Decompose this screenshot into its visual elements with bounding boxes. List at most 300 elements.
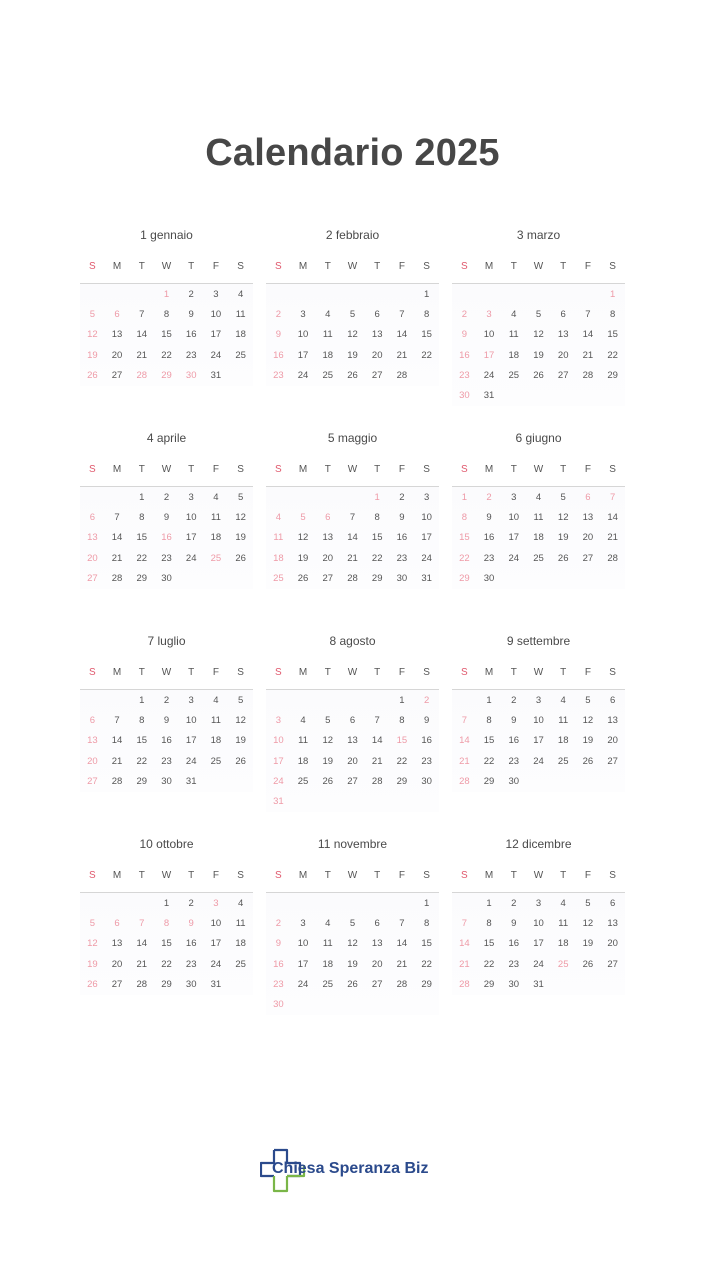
- day-cell: 19: [235, 735, 246, 747]
- day-cell: 1: [399, 695, 405, 706]
- day-cell: 19: [322, 755, 334, 767]
- weekday-header: [80, 452, 253, 487]
- day-cell: 17: [210, 938, 222, 950]
- day-cell: 20: [111, 349, 123, 361]
- weekday-header: [452, 655, 625, 690]
- day-cell: 8: [399, 715, 405, 727]
- day-cell: 26: [322, 775, 334, 787]
- day-cell: 15: [607, 329, 618, 341]
- day-cell: 11: [558, 715, 569, 727]
- day-cell: 28: [396, 369, 408, 381]
- day-cell: 13: [111, 329, 123, 341]
- day-cell: 16: [273, 349, 284, 361]
- weekday-label: S: [423, 869, 430, 881]
- day-cell: 29: [161, 369, 172, 381]
- month-name: 7 luglio: [147, 634, 186, 648]
- day-cell: 5: [560, 492, 566, 503]
- calendar-row: [80, 424, 626, 627]
- day-cell: 24: [508, 552, 520, 564]
- day-cell: 5: [585, 898, 591, 909]
- day-cell: 13: [582, 512, 594, 524]
- weekday-label: M: [298, 463, 308, 475]
- brand-name: Chiesa Speranza Biz: [272, 1160, 429, 1177]
- day-cell: 5: [237, 695, 244, 706]
- day-cell: 7: [114, 512, 120, 524]
- day-cell: 12: [297, 532, 309, 544]
- day-cell: 2: [461, 309, 467, 321]
- day-cell: 5: [237, 492, 244, 503]
- day-cell: 20: [607, 938, 618, 950]
- calendar-row: [80, 830, 626, 1033]
- day-cell: 21: [396, 349, 408, 361]
- day-cell: 17: [533, 735, 544, 747]
- day-cell: 5: [535, 309, 542, 321]
- day-cell: 28: [582, 369, 594, 381]
- weekday-label: M: [112, 666, 122, 678]
- day-cell: 22: [607, 349, 618, 361]
- weekday-label: T: [138, 463, 145, 475]
- weekday-label: S: [89, 869, 96, 881]
- weekday-label: T: [188, 260, 195, 272]
- day-cell: 27: [347, 775, 358, 787]
- day-cell: 20: [371, 349, 383, 361]
- month-name: 6 giugno: [515, 431, 562, 445]
- day-cell: 9: [163, 512, 170, 524]
- day-cell: 7: [461, 715, 467, 727]
- day-cell: 20: [87, 552, 98, 564]
- day-cell: 18: [557, 735, 569, 747]
- page-title: Calendario 2025: [205, 132, 500, 174]
- day-cell: 13: [607, 715, 618, 727]
- day-grid: [266, 284, 439, 386]
- day-cell: 9: [275, 938, 281, 950]
- day-cell: 10: [421, 512, 432, 524]
- year-calendar: [80, 221, 626, 1033]
- month-name: 12 dicembre: [505, 837, 572, 851]
- day-cell: 28: [396, 978, 408, 990]
- day-cell: 24: [483, 369, 495, 381]
- day-cell: 30: [421, 775, 432, 787]
- day-cell: 30: [161, 775, 172, 787]
- day-cell: 2: [423, 695, 430, 706]
- day-cell: 7: [585, 309, 591, 321]
- weekday-label: T: [324, 463, 331, 475]
- month-block: [452, 221, 625, 406]
- day-cell: 2: [511, 695, 517, 706]
- weekday-label: T: [138, 869, 145, 881]
- day-cell: 13: [371, 938, 383, 950]
- day-cell: 27: [607, 755, 618, 767]
- day-cell: 20: [557, 349, 569, 361]
- day-cell: 7: [349, 512, 356, 524]
- day-cell: 20: [322, 552, 334, 564]
- month-block: [266, 627, 439, 812]
- day-cell: 11: [210, 715, 221, 727]
- day-cell: 26: [533, 369, 544, 381]
- day-cell: 3: [300, 918, 306, 930]
- day-cell: 29: [136, 775, 148, 787]
- day-cell: 17: [483, 349, 495, 361]
- weekday-label: T: [510, 666, 517, 678]
- day-cell: 24: [185, 755, 197, 767]
- day-cell: 16: [185, 329, 197, 341]
- day-cell: 15: [483, 938, 495, 950]
- day-cell: 3: [188, 695, 194, 706]
- day-cell: 16: [508, 938, 520, 950]
- day-cell: 13: [87, 735, 98, 747]
- day-cell: 29: [421, 978, 432, 990]
- weekday-label: T: [138, 260, 145, 272]
- day-cell: 28: [111, 775, 123, 787]
- month-name: 5 maggio: [327, 431, 378, 445]
- day-cell: 28: [136, 369, 148, 381]
- month-block: [80, 221, 253, 386]
- day-cell: 23: [185, 349, 197, 361]
- day-cell: 14: [396, 938, 408, 950]
- day-cell: 24: [273, 775, 284, 787]
- weekday-label: S: [237, 463, 244, 475]
- weekday-label: W: [347, 666, 358, 678]
- day-cell: 26: [582, 755, 594, 767]
- day-cell: 5: [349, 918, 356, 930]
- day-cell: 14: [371, 735, 383, 747]
- day-cell: 2: [163, 695, 170, 706]
- day-cell: 26: [557, 552, 569, 564]
- month-block: [80, 830, 253, 995]
- day-cell: 15: [161, 938, 172, 950]
- day-cell: 11: [235, 918, 246, 930]
- day-cell: 30: [185, 369, 197, 381]
- day-cell: 17: [297, 958, 309, 970]
- weekday-label: M: [112, 463, 122, 475]
- day-cell: 5: [349, 309, 356, 321]
- month-block: [266, 830, 439, 1015]
- day-cell: 29: [483, 978, 495, 990]
- day-cell: 11: [322, 938, 333, 950]
- day-cell: 29: [161, 978, 172, 990]
- day-cell: 24: [297, 369, 309, 381]
- weekday-label: S: [461, 666, 468, 678]
- day-cell: 10: [210, 918, 222, 930]
- day-cell: 22: [421, 349, 432, 361]
- weekday-label: M: [112, 869, 122, 881]
- day-cell: 13: [557, 329, 569, 341]
- month-block: [452, 424, 625, 589]
- day-cell: 12: [87, 329, 98, 341]
- weekday-header: [80, 655, 253, 690]
- weekday-label: T: [374, 463, 381, 475]
- day-cell: 23: [273, 369, 284, 381]
- day-cell: 29: [136, 572, 148, 584]
- day-cell: 29: [607, 369, 618, 381]
- day-cell: 20: [582, 532, 594, 544]
- day-cell: 26: [347, 369, 358, 381]
- day-cell: 19: [582, 735, 594, 747]
- day-cell: 16: [421, 735, 432, 747]
- day-cell: 24: [210, 958, 222, 970]
- day-cell: 24: [421, 552, 432, 564]
- day-cell: 7: [461, 918, 467, 930]
- day-cell: 19: [347, 349, 358, 361]
- day-grid: [80, 893, 253, 995]
- day-cell: 27: [607, 958, 618, 970]
- day-cell: 27: [582, 552, 594, 564]
- day-cell: 16: [273, 958, 284, 970]
- day-cell: 3: [486, 309, 492, 321]
- weekday-label: M: [484, 666, 494, 678]
- calendar-row: [80, 221, 626, 424]
- month-block: [80, 627, 253, 792]
- weekday-label: T: [188, 869, 195, 881]
- day-cell: 5: [325, 715, 331, 727]
- day-grid: [452, 284, 625, 406]
- day-cell: 5: [89, 309, 95, 321]
- day-grid: [80, 284, 253, 386]
- day-cell: 23: [421, 755, 432, 767]
- day-cell: 16: [483, 532, 495, 544]
- month-block: [266, 424, 439, 589]
- day-cell: 23: [273, 978, 284, 990]
- month-block: [452, 830, 625, 995]
- day-cell: 25: [322, 978, 334, 990]
- day-cell: 10: [210, 309, 222, 321]
- day-cell: 13: [347, 735, 358, 747]
- day-cell: 3: [423, 492, 430, 503]
- day-cell: 18: [210, 532, 222, 544]
- day-cell: 11: [322, 329, 333, 341]
- weekday-label: S: [423, 260, 430, 272]
- day-cell: 7: [374, 715, 380, 727]
- day-cell: 12: [533, 329, 544, 341]
- day-cell: 9: [399, 512, 405, 524]
- weekday-label: S: [609, 869, 616, 881]
- day-cell: 23: [185, 958, 197, 970]
- day-cell: 2: [163, 492, 170, 503]
- day-cell: 26: [235, 755, 246, 767]
- day-cell: 21: [607, 532, 618, 544]
- day-cell: 12: [347, 938, 358, 950]
- day-cell: 21: [136, 349, 148, 361]
- weekday-label: M: [484, 260, 494, 272]
- day-grid: [266, 893, 439, 1015]
- weekday-label: F: [584, 463, 591, 475]
- day-cell: 1: [163, 289, 170, 300]
- day-cell: 2: [399, 492, 405, 503]
- day-cell: 30: [273, 998, 284, 1010]
- weekday-header: [266, 249, 439, 284]
- day-cell: 13: [371, 329, 383, 341]
- day-cell: 20: [347, 755, 358, 767]
- day-cell: 11: [508, 329, 519, 341]
- day-cell: 15: [161, 329, 172, 341]
- weekday-label: S: [237, 666, 244, 678]
- day-cell: 31: [533, 978, 544, 990]
- weekday-label: S: [237, 869, 244, 881]
- day-cell: 12: [557, 512, 569, 524]
- day-cell: 6: [114, 309, 120, 321]
- day-cell: 14: [582, 329, 594, 341]
- day-cell: 8: [163, 309, 170, 321]
- weekday-label: T: [374, 666, 381, 678]
- day-cell: 31: [210, 978, 222, 990]
- weekday-label: T: [510, 869, 517, 881]
- month-name: 4 aprile: [146, 431, 187, 445]
- day-cell: 7: [114, 715, 120, 727]
- day-cell: 1: [423, 898, 430, 909]
- day-grid: [452, 690, 625, 792]
- day-cell: 30: [161, 572, 172, 584]
- day-cell: 21: [459, 755, 470, 767]
- day-cell: 25: [322, 369, 334, 381]
- day-cell: 3: [213, 289, 219, 300]
- day-cell: 18: [322, 958, 334, 970]
- day-cell: 18: [273, 552, 284, 564]
- day-cell: 29: [483, 775, 495, 787]
- day-cell: 12: [582, 918, 594, 930]
- weekday-label: S: [275, 666, 282, 678]
- day-cell: 14: [136, 329, 148, 341]
- day-cell: 21: [111, 552, 123, 564]
- day-cell: 28: [136, 978, 148, 990]
- day-cell: 9: [423, 715, 430, 727]
- day-cell: 1: [163, 898, 170, 909]
- day-cell: 6: [349, 715, 356, 727]
- day-cell: 14: [607, 512, 618, 524]
- day-cell: 29: [459, 572, 470, 584]
- day-cell: 10: [533, 715, 544, 727]
- weekday-label: M: [484, 869, 494, 881]
- day-cell: 6: [585, 492, 591, 503]
- day-cell: 13: [87, 532, 98, 544]
- day-cell: 16: [161, 532, 172, 544]
- day-cell: 17: [210, 329, 222, 341]
- day-cell: 9: [511, 715, 517, 727]
- day-cell: 19: [87, 349, 98, 361]
- day-cell: 22: [483, 958, 495, 970]
- day-cell: 14: [111, 532, 123, 544]
- day-cell: 23: [161, 552, 172, 564]
- day-cell: 30: [508, 775, 520, 787]
- day-cell: 6: [89, 715, 95, 727]
- day-cell: 22: [161, 958, 172, 970]
- month-name: 2 febbraio: [325, 228, 380, 242]
- day-cell: 4: [560, 695, 566, 706]
- weekday-header: [452, 452, 625, 487]
- day-cell: 9: [511, 918, 517, 930]
- weekday-label: T: [374, 260, 381, 272]
- day-cell: 18: [508, 349, 520, 361]
- weekday-header: [80, 858, 253, 893]
- weekday-label: T: [560, 666, 567, 678]
- day-cell: 3: [300, 309, 306, 321]
- day-cell: 4: [560, 898, 566, 909]
- day-cell: 27: [557, 369, 569, 381]
- weekday-label: T: [188, 463, 195, 475]
- day-cell: 26: [297, 572, 309, 584]
- day-cell: 21: [136, 958, 148, 970]
- day-cell: 25: [297, 775, 309, 787]
- day-cell: 4: [511, 309, 517, 321]
- day-cell: 1: [461, 492, 467, 503]
- day-cell: 2: [511, 898, 517, 909]
- day-cell: 6: [560, 309, 566, 321]
- day-cell: 4: [325, 918, 331, 930]
- weekday-label: W: [161, 869, 172, 881]
- weekday-label: S: [89, 666, 96, 678]
- day-cell: 9: [188, 918, 194, 930]
- weekday-label: W: [161, 463, 172, 475]
- day-cell: 30: [508, 978, 520, 990]
- day-cell: 25: [273, 572, 284, 584]
- day-cell: 15: [136, 532, 148, 544]
- weekday-label: S: [423, 666, 430, 678]
- day-cell: 1: [139, 695, 145, 706]
- day-cell: 11: [210, 512, 221, 524]
- day-cell: 24: [533, 958, 544, 970]
- weekday-label: F: [212, 260, 219, 272]
- day-cell: 14: [136, 938, 148, 950]
- day-cell: 23: [459, 369, 470, 381]
- day-cell: 20: [111, 958, 123, 970]
- weekday-label: M: [112, 260, 122, 272]
- weekday-label: F: [398, 666, 405, 678]
- day-cell: 21: [371, 755, 383, 767]
- day-cell: 8: [163, 918, 170, 930]
- day-cell: 1: [423, 289, 430, 300]
- day-cell: 20: [607, 735, 618, 747]
- calendar-row: [80, 627, 626, 830]
- day-cell: 8: [423, 918, 430, 930]
- weekday-label: S: [89, 463, 96, 475]
- day-cell: 9: [275, 329, 281, 341]
- day-cell: 24: [185, 552, 197, 564]
- day-cell: 17: [508, 532, 520, 544]
- day-cell: 28: [607, 552, 618, 564]
- day-cell: 26: [87, 978, 98, 990]
- weekday-label: M: [298, 869, 308, 881]
- day-cell: 1: [139, 492, 145, 503]
- weekday-label: W: [533, 463, 544, 475]
- day-cell: 20: [371, 958, 383, 970]
- weekday-label: F: [584, 666, 591, 678]
- day-cell: 10: [297, 329, 309, 341]
- day-cell: 10: [273, 735, 284, 747]
- month-name: 11 novembre: [317, 837, 388, 851]
- day-cell: 7: [139, 309, 145, 321]
- day-cell: 4: [325, 309, 331, 321]
- day-cell: 31: [273, 795, 284, 807]
- weekday-label: S: [461, 463, 468, 475]
- day-cell: 18: [235, 938, 246, 950]
- day-grid: [452, 893, 625, 995]
- day-cell: 8: [486, 918, 492, 930]
- day-cell: 16: [396, 532, 408, 544]
- day-cell: 13: [322, 532, 334, 544]
- weekday-label: S: [461, 869, 468, 881]
- day-cell: 15: [483, 735, 495, 747]
- day-cell: 1: [486, 898, 492, 909]
- day-grid: [266, 487, 439, 589]
- day-cell: 10: [297, 938, 309, 950]
- weekday-label: F: [212, 463, 219, 475]
- day-cell: 17: [533, 938, 544, 950]
- month-name: 8 agosto: [329, 634, 376, 648]
- day-cell: 11: [235, 309, 246, 321]
- day-cell: 21: [111, 755, 123, 767]
- day-cell: 4: [213, 695, 219, 706]
- weekday-label: T: [324, 666, 331, 678]
- day-cell: 16: [185, 938, 197, 950]
